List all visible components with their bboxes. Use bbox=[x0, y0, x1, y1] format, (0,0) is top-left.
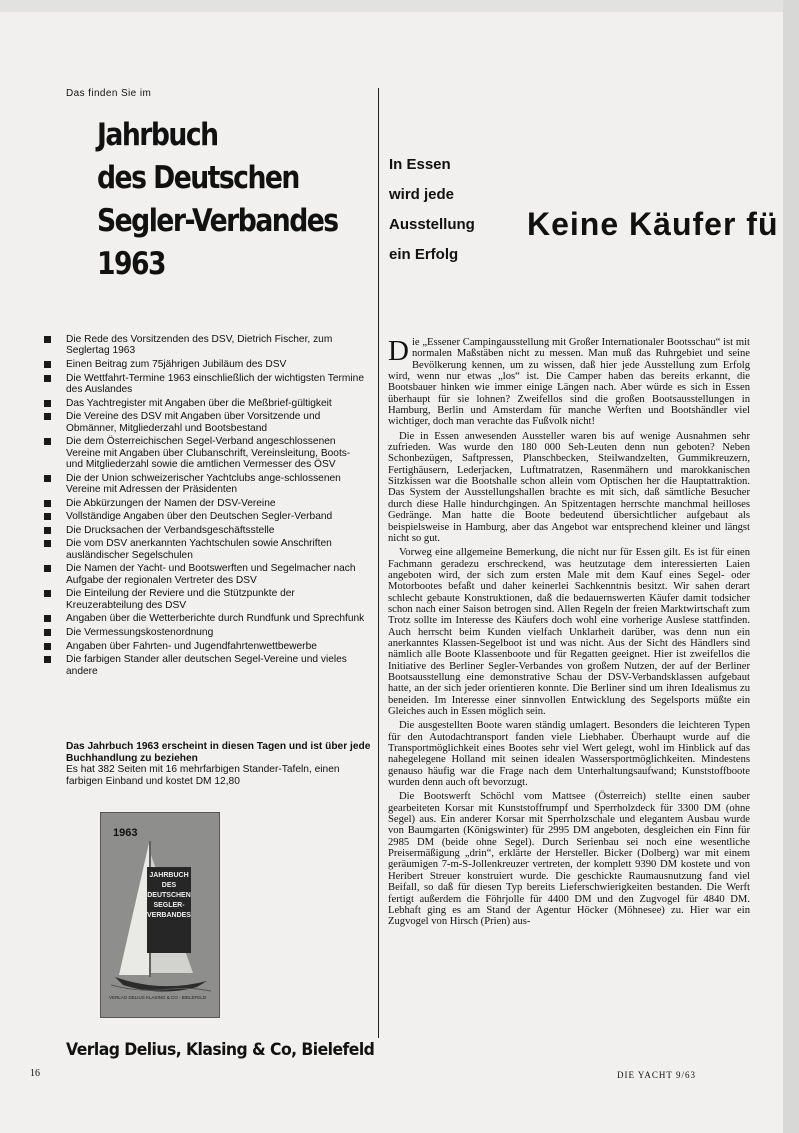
list-item bbox=[44, 359, 369, 370]
book-label-line: SEGLER- bbox=[153, 902, 185, 909]
article-paragraph: Die ausgestellten Boote waren ständig umlagert. Besonders die leichteren Typen für den Autodachtransport fanden viele Liebhaber. Überhaupt wurde auf die Transportmöglichkeit eines Bootes sehr viel Wert gelegt, wohl im Hinblick auf das nahegelegene Holland mit seinen idealen Wassersportmöglichkeiten. Mindestens genauso häufig war die Frage nach dem Unterhaltungsaufwand; Kunststoffboote wurden denn auch oft bevorzugt. bbox=[388, 720, 750, 789]
list-item bbox=[44, 334, 369, 357]
article-paragraph: Die Bootswerft Schöchl vom Mattsee (Österreich) stellte einen sauber gearbeiteten Korsar mit Kunststoffrumpf und Sperrholzdeck für 3300 DM (ohne Segel) aus. Ein anderer Korsar mit Sperrholzschale und elegantem Ausbau wurde von Baumgarten (Königswinter) für 2995 DM angeboten, desgleichen ein Finn für 2985 DM (beide ohne Segel). Durch Serienbau sei noch eine wesentliche Preisermäßigung „drin“, erklärte der Hersteller. Bicker (Dolberg) war mit einem geräumigen 7-m-S-Jollenkreuzer vertreten, der komplett 9390 DM kostete und von Heribert Streuer konstruiert wurde. Die geschickte Raumausnutzung fand viel Beifall, so daß für diesen Typ bereits Lieferschwierigkeiten bestanden. Die Werft fertigt außerdem die Föhrjolle für 4400 DM und den Zugvogel für 4840 DM. Lebhaft ging es am Stand der Agentur Höcker (Möhnesee) zu. Hier war ein Zugvogel von Hirsch (Prien) aus- bbox=[388, 791, 750, 928]
list-item bbox=[44, 641, 369, 652]
book-label-line: VERBANDES bbox=[147, 912, 191, 919]
bullet-icon bbox=[44, 475, 51, 482]
bullet-icon bbox=[44, 590, 51, 597]
kicker-line: wird jede bbox=[389, 186, 455, 203]
list-item bbox=[44, 654, 369, 677]
article-body bbox=[388, 337, 750, 931]
page-number: 16 bbox=[30, 1068, 40, 1079]
list-item-text: Die Drucksachen der Verbandsgeschäftsstelle bbox=[66, 524, 275, 536]
yearbook-title bbox=[97, 114, 338, 286]
list-item bbox=[44, 498, 369, 509]
list-item bbox=[44, 525, 369, 536]
list-item bbox=[44, 373, 369, 396]
intro-text: Das finden Sie im bbox=[66, 88, 152, 99]
announcement bbox=[66, 741, 371, 787]
bullet-icon bbox=[44, 361, 51, 368]
list-item bbox=[44, 538, 369, 561]
bullet-icon bbox=[44, 513, 51, 520]
bullet-icon bbox=[44, 336, 51, 343]
bullet-icon bbox=[44, 438, 51, 445]
bullet-icon bbox=[44, 643, 51, 650]
list-item-text: Angaben über Fahrten- und Jugendfahrtenwettbewerbe bbox=[66, 640, 317, 652]
bullet-icon bbox=[44, 629, 51, 636]
kicker-line: ein Erfolg bbox=[389, 246, 459, 263]
list-item-text: Einen Beitrag zum 75jährigen Jubiläum des DSV bbox=[66, 359, 287, 370]
list-item-text: Vollständige Angaben über den Deutschen Segler-Verband bbox=[66, 511, 333, 523]
magazine-footer: DIE YACHT 9/63 bbox=[617, 1070, 696, 1080]
article-paragraph bbox=[388, 337, 750, 428]
kicker-line: In Essen bbox=[389, 156, 451, 173]
publisher-name: Verlag Delius, Klasing & Co, Bielefeld bbox=[66, 1040, 375, 1060]
list-item-text: Die Einteilung der Reviere und die Stützpunkte der Kreuzerabteilung des DSV bbox=[66, 588, 295, 611]
bullet-icon bbox=[44, 540, 51, 547]
book-foot-text: VERLAG DELIUS KLASING & CO · BIELEFELD bbox=[109, 995, 207, 1000]
announcement-text: Es hat 382 Seiten mit 16 mehrfarbigen Stander-Tafeln, einen farbigen Einband und kostet DM 12,80 bbox=[66, 764, 340, 787]
bullet-icon bbox=[44, 615, 51, 622]
list-item bbox=[44, 613, 369, 624]
book-cover bbox=[100, 812, 220, 1018]
bullet-icon bbox=[44, 400, 51, 407]
book-label-line: DES bbox=[161, 882, 177, 889]
list-item-text: Die Wettfahrt-Termine 1963 einschließlich der wichtigsten Termine des Auslandes bbox=[66, 372, 365, 395]
book-label-line: DEUTSCHEN bbox=[147, 892, 191, 899]
list-item-text: Die Abkürzungen der Namen der DSV-Vereine bbox=[66, 497, 276, 509]
list-item bbox=[44, 398, 369, 409]
kicker-line: Ausstellung bbox=[389, 216, 475, 233]
title-line: Segler-Verbandes bbox=[97, 203, 338, 239]
announcement-bold: Das Jahrbuch 1963 erscheint in diesen Tagen und ist über jede Buchhandlung zu beziehen bbox=[66, 741, 371, 764]
list-item-text: Die vom DSV anerkannten Yachtschulen sowie Anschriften ausländischer Segelschulen bbox=[66, 538, 332, 561]
scan-page-edge bbox=[783, 0, 799, 1133]
bullet-icon bbox=[44, 527, 51, 534]
contents-list bbox=[44, 334, 369, 679]
list-item-text: Die Vermessungskostenordnung bbox=[66, 626, 214, 638]
bullet-icon bbox=[44, 413, 51, 420]
bullet-icon bbox=[44, 375, 51, 382]
paragraph-text: ie „Essener Campingausstellung mit Großer Internationaler Bootsschau“ ist mit normalen Maßstäben nicht zu messen. Man muß das Ruhrgebiet und seine Bevölkerung kennen, um zu wissen, daß hier jede Ausstellung zum Erfolg wird, wenn nur etwas „los“ ist. Die Camper haben das bereits erkannt, die Bootsbauer hinken wie immer einige Längen nach. Aber würde es sich in Essen überhaupt für sie lohnen? Zweifellos sind die großen Bootsausstellungen in Hamburg, Berlin und Amsterdam für manche Werften und Bootshändler viel wichtiger, doch man verachte das Fußvolk nicht! bbox=[388, 337, 750, 428]
article-kicker bbox=[389, 150, 475, 270]
list-item-text: Angaben über die Wetterberichte durch Rundfunk und Sprechfunk bbox=[66, 613, 365, 625]
article-headline: Keine Käufer fü bbox=[527, 206, 779, 242]
title-line: Jahrbuch bbox=[97, 117, 218, 153]
list-item bbox=[44, 411, 369, 434]
list-item bbox=[44, 627, 369, 638]
bullet-icon bbox=[44, 500, 51, 507]
column-divider bbox=[378, 88, 379, 1038]
list-item bbox=[44, 473, 369, 496]
list-item-text: Die farbigen Stander aller deutschen Segel-Vereine und vieles andere bbox=[66, 654, 347, 677]
list-item-text: Die Vereine des DSV mit Angaben über Vorsitzende und Obmänner, Mitgliederzahl und Bootsbestand bbox=[66, 411, 321, 434]
title-line: des Deutschen bbox=[97, 160, 299, 196]
list-item bbox=[44, 563, 369, 586]
list-item-text: Die Rede des Vorsitzenden des DSV, Dietrich Fischer, zum Seglertag 1963 bbox=[66, 334, 333, 357]
title-line: 1963 bbox=[97, 246, 166, 282]
list-item bbox=[44, 588, 369, 611]
list-item bbox=[44, 436, 369, 470]
article-paragraph: Vorweg eine allgemeine Bemerkung, die nicht nur für Essen gilt. Es ist für einen Fachmann geradezu erschreckend, was heutzutage dem interessierten Laien angeboten wird, der sich zum ersten Male mit dem Kauf eines Segel- oder Motorbootes befaßt und daher keinerlei Sachkenntnis besitzt. Wir sahen derart schlecht gebaute Konstruktionen, daß die bedauernswerten Käufer damit todsicher schon nach einer Saison betrogen sind. Allen Regeln der freien Marktwirtschaft zum Trotz sollte im Interesse des Käufers doch wohl eine vorherige Auslese stattfinden. Auch herrscht beim Kunden vielfach Unklarheit darüber, was denn nun ein anerkanntes Klassen-Segelboot ist und was nicht. Aus der Sicht des Händlers sind nämlich alle Boote Klassenboote und für Regatten geeignet. Hier ist zweifellos die Initiative des Berliner Segler-Verbandes von großem Nutzen, der auf der Berliner Bootsausstellung eine demonstrative Schau der DSV-Verbandsklassen aufgebaut hatte, an der sich jeder orientieren konnte. Die Berliner sind um ihren Idealismus zu beneiden. Im Interesse einer sinnvollen Entwicklung des Segelsports müßte ein Gleiches auch in Essen möglich sein. bbox=[388, 547, 750, 717]
book-year: 1963 bbox=[113, 827, 138, 839]
bullet-icon bbox=[44, 565, 51, 572]
list-item-text: Die dem Österreichischen Segel-Verband angeschlossenen Vereine mit Angaben über Clubanschrift, Vereinsleitung, Boots- und Mitgliederzahl sowie die amtlichen Vermesser des ÖSV bbox=[66, 436, 351, 470]
scan-top-band bbox=[0, 0, 783, 12]
list-item-text: Die der Union schweizerischer Yachtclubs ange-schlossenen Vereine mit Adressen der Präsidenten bbox=[66, 472, 341, 495]
article-paragraph: Die in Essen anwesenden Aussteller waren bis auf wenige Ausnahmen sehr zufrieden. Was wurde den 180 000 Seh-Leuten denn nun geboten? Neben Schonbezügen, Saftpressen, Planschbecken, Steilwandzelten, Gummikreuzern, Fertighäusern, Lederjacken, Luftmatratzen, Rasenmähern und marokkanischen Sitzkissen war die Bootshalle schon allein vom Optischen her die Hauptattraktion. Das System der Ausstellungshallen brachte es mit sich, daß sämtliche Besucher durch diese Halle hindurchgingen. An Spitzentagen herrschte manchmal heilloses Gedränge. Man hatte die Boote bedeutend übersichtlicher aufgebaut als beispielsweise in Hamburg, aber das Angebot war entsprechend kleiner und längst nicht so gut. bbox=[388, 430, 750, 544]
bullet-icon bbox=[44, 656, 51, 663]
drop-cap: D bbox=[388, 335, 409, 367]
list-item bbox=[44, 511, 369, 522]
list-item-text: Die Namen der Yacht- und Bootswerften und Segelmacher nach Aufgabe der regionalen Vertreter des DSV bbox=[66, 563, 356, 586]
book-label bbox=[147, 867, 191, 953]
list-item-text: Das Yachtregister mit Angaben über die Meßbrief-gültigkeit bbox=[66, 397, 332, 409]
book-cover-image bbox=[100, 812, 220, 1018]
book-label-line: JAHRBUCH bbox=[149, 872, 189, 879]
